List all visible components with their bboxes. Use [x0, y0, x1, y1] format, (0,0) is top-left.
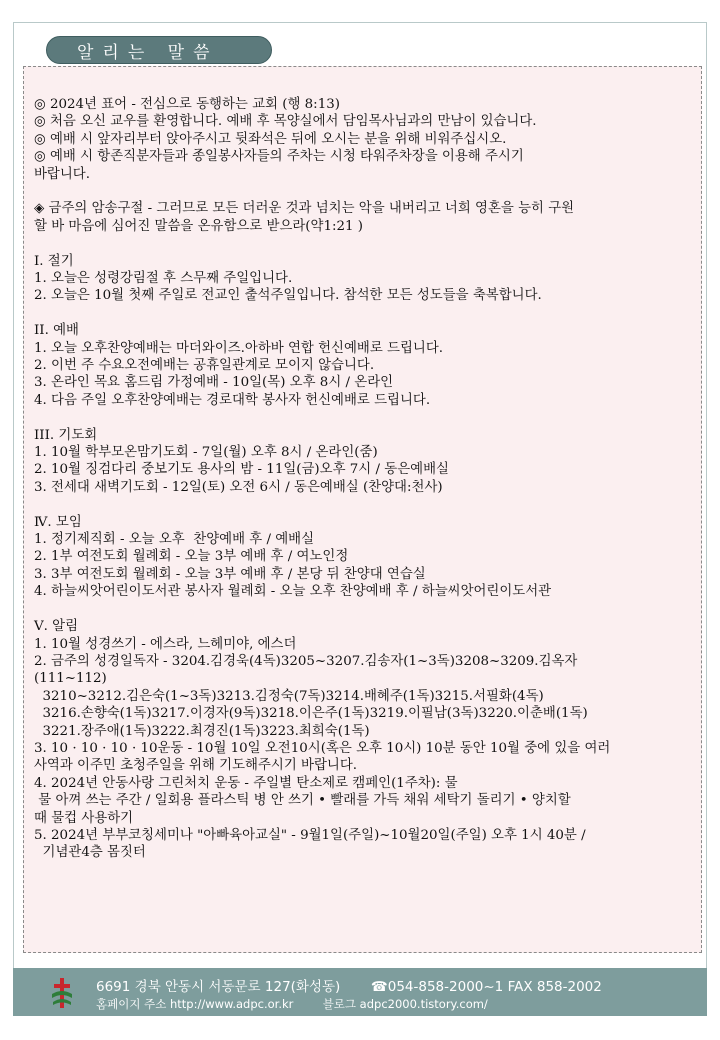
church-logo-icon: [50, 976, 74, 1010]
announcement-item: 4. 2024년 안동사랑 그린처치 운동 - 주일별 탄소제로 캠페인(1주차): 물: [34, 775, 458, 791]
blog-link[interactable]: 블로그 adpc2000.tistory.com/: [322, 997, 488, 1011]
memory-verse-line: 할 바 마음에 심어진 말씀을 온유함으로 받으라(약1:21 ): [34, 218, 364, 234]
section-heading: Ⅴ. 알림: [34, 619, 79, 635]
announcement-item: 1. 오늘 오후찬양예배는 마더와이즈.아하바 연합 헌신예배로 드립니다.: [34, 340, 444, 356]
section-heading: Ⅳ. 모임: [34, 514, 82, 530]
church-web-line: [96, 996, 488, 1012]
announcement-item: 3210~3212.김은숙(1~3독)3213.김정숙(7독)3214.배혜주(1독)3215.서필화(4독): [34, 688, 544, 704]
intro-line: 바랍니다.: [34, 166, 90, 182]
footer: [13, 968, 707, 1016]
announcement-item: 1. 10월 성경쓰기 - 에스라, 느헤미야, 에스더: [34, 636, 297, 652]
church-phone: ☎054-858-2000~1 FAX 858-2002: [370, 979, 602, 995]
announcement-item: 4. 하늘씨앗어린이도서관 봉사자 월례회 - 오늘 오후 찬양예배 후 / 하늘씨앗어린이도서관: [34, 584, 552, 600]
church-address-line: [96, 975, 602, 995]
spacer: [34, 235, 691, 252]
announcement-item: 1. 10월 학부모온맘기도회 - 7일(월) 오후 8시 / 온라인(줌): [34, 445, 378, 461]
memory-verse-line: ◈ 금주의 암송구절 - 그러므로 모든 더러운 것과 넘치는 악을 내버리고 너희 영혼을 능히 구원: [34, 201, 575, 217]
intro-line: ◎ 2024년 표어 - 전심으로 동행하는 교회 (행 8:13): [34, 97, 340, 112]
announcement-item: 때 물컵 사용하기: [34, 810, 134, 826]
announcement-item: 2. 오늘은 10월 첫째 주일로 전교인 출석주일입니다. 참석한 모든 성도들을 축복합니다.: [34, 288, 542, 304]
announcements-box: [23, 66, 702, 953]
section-heading: I. 절기: [34, 253, 74, 269]
spacer: [34, 601, 691, 618]
announcement-item: 3216.손향숙(1독)3217.이경자(9독)3218.이은주(1독)3219.이필남(3독)3220.이춘배(1독): [34, 706, 588, 722]
announcement-item: 1. 정기제직회 - 오늘 오후 찬양예배 후 / 예배실: [34, 532, 315, 548]
intro-line: ◎ 예배 시 항존직분자들과 종일봉사자들의 주차는 시청 타워주차장을 이용해 주시기: [34, 149, 524, 165]
announcement-item: 2. 10월 징검다리 중보기도 용사의 밤 - 11일(금)오후 7시 / 동은예배실: [34, 462, 449, 478]
spacer: [34, 496, 691, 513]
announcement-item: 물 아껴 쓰는 주간 / 일회용 플라스틱 병 안 쓰기 • 빨래를 가득 채워 세탁기 돌리기 • 양치할: [34, 793, 571, 809]
announcements-content: [34, 96, 691, 862]
spacer: [34, 305, 691, 322]
announcement-item: 기념관4층 몸짓터: [34, 845, 146, 861]
homepage-link[interactable]: 홈페이지 주소 http://www.adpc.or.kr: [96, 997, 294, 1011]
announcement-item: 2. 이번 주 수요오전예배는 공휴일관계로 모이지 않습니다.: [34, 358, 375, 374]
intro-line: ◎ 처음 오신 교우를 환영합니다. 예배 후 목양실에서 담임목사님과의 만남이 있습니다.: [34, 114, 537, 130]
church-address: 6691 경북 안동시 서동문로 127(화성동): [96, 979, 341, 995]
spacer: [34, 409, 691, 426]
spacer: [34, 183, 691, 200]
page-title: 알리는 말씀: [77, 42, 219, 63]
announcement-item: 3. 3부 여전도회 월례회 - 오늘 3부 예배 후 / 본당 뒤 찬양대 연습실: [34, 566, 426, 582]
announcement-item: 3. 온라인 목요 홈드림 가정예배 - 10일(목) 오후 8시 / 온라인: [34, 375, 394, 391]
announcement-item: 3221.장주애(1독)3222.최경진(1독)3223.최희숙(1독): [34, 723, 370, 739]
announcement-item: 3. 전세대 새벽기도회 - 12일(토) 오전 6시 / 동은예배실 (찬양대:천사): [34, 479, 443, 495]
announcement-item: 4. 다음 주일 오후찬양예배는 경로대학 봉사자 헌신예배로 드립니다.: [34, 392, 431, 408]
announcement-item: 2. 금주의 성경일독자 - 3204.김경욱(4독)3205~3207.김송자(1~3독)3208~3209.김옥자: [34, 653, 578, 669]
section-heading: III. 기도회: [34, 427, 98, 443]
announcement-item: 1. 오늘은 성령강림절 후 스무째 주일입니다.: [34, 271, 293, 287]
section-title-tab: [46, 36, 272, 64]
announcement-item: 2. 1부 여전도회 월례회 - 오늘 3부 예배 후 / 여노인정: [34, 549, 349, 565]
announcement-item: 3. 10 · 10 · 10 · 10운동 - 10월 10일 오전10시(혹은 오후 10시) 10분 동안 10월 중에 있을 여러: [34, 740, 611, 756]
announcement-item: 5. 2024년 부부코칭세미나 "아빠육아교실" - 9월1일(주일)~10월20일(주일) 오후 1시 40분 /: [34, 827, 586, 843]
announcement-item: (111~112): [34, 671, 107, 687]
announcement-item: 사역과 이주민 초청주일을 위해 기도해주시기 바랍니다.: [34, 758, 358, 774]
intro-line: ◎ 예배 시 앞자리부터 앉아주시고 뒷좌석은 뒤에 오시는 분을 위해 비워주십시오.: [34, 131, 507, 147]
section-heading: II. 예배: [34, 323, 79, 339]
